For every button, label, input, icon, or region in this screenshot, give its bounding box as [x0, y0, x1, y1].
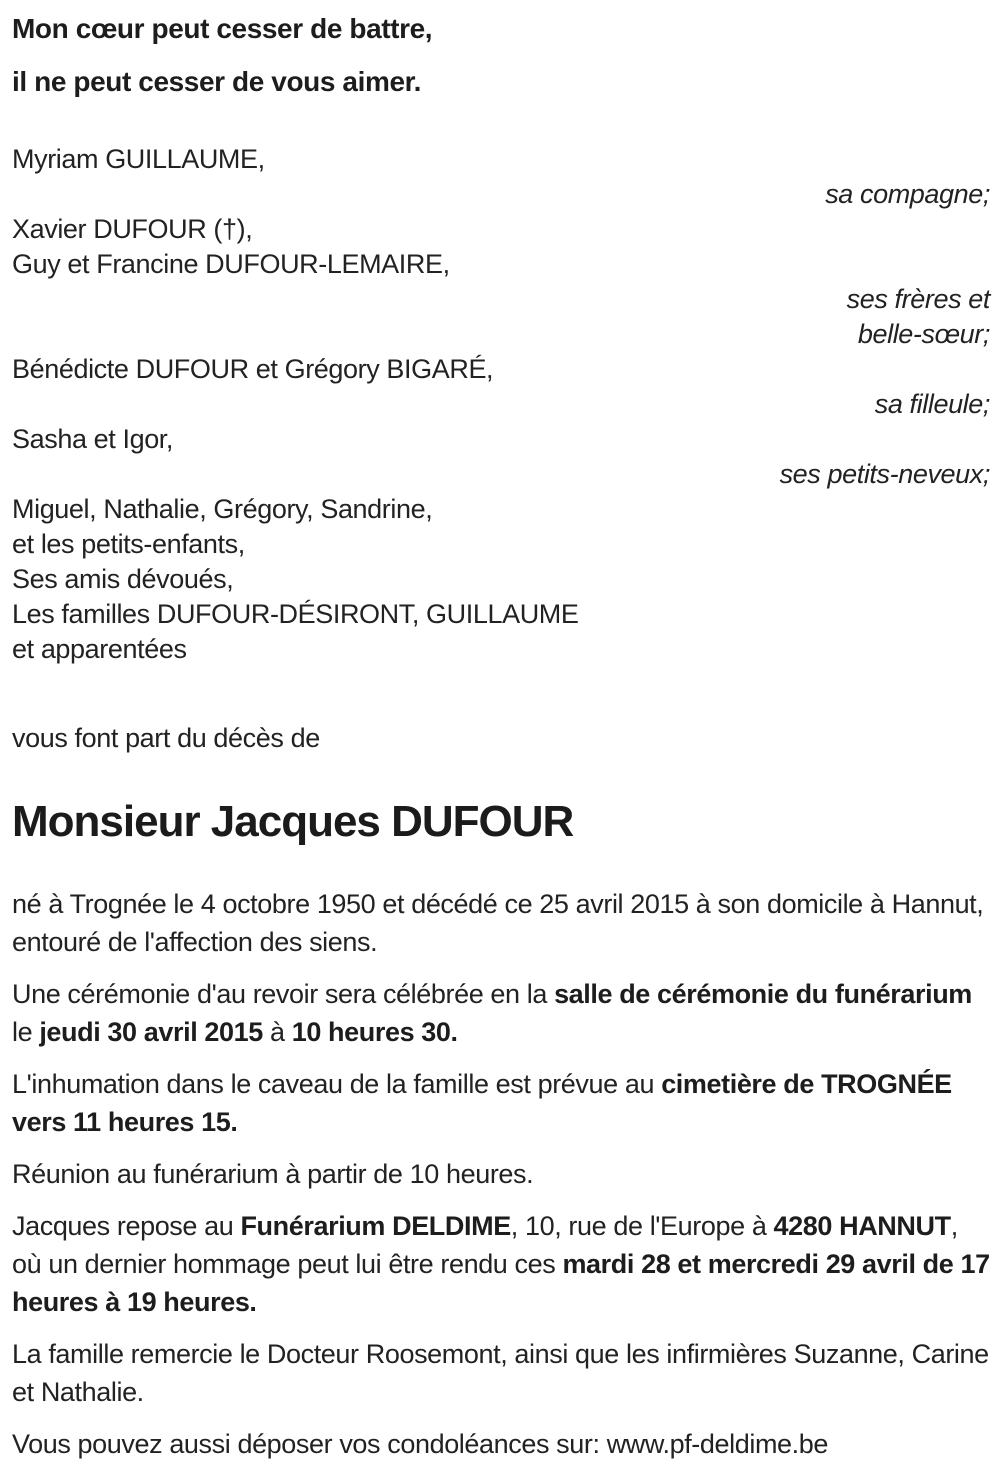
text-segment: , où un dernier hommage peut lui être rendu ces	[12, 1211, 958, 1279]
epitaph-line-2: il ne peut cesser de vous aimer.	[12, 66, 421, 97]
detail-paragraph	[12, 1425, 990, 1463]
bold-text-segment: 4280 HANNUT	[773, 1211, 951, 1241]
mourner-name-line: Les familles DUFOUR-DÉSIRONT, GUILLAUME	[12, 599, 579, 629]
mourner-name-line: Sasha et Igor,	[12, 424, 174, 454]
bold-text-segment: cimetière de TROGNÉE vers 11 heures 15.	[12, 1069, 952, 1137]
text-segment: Jacques repose au	[12, 1211, 241, 1241]
bold-text-segment: 10 heures 30.	[291, 1017, 458, 1047]
mourner-name-line: Miguel, Nathalie, Grégory, Sandrine,	[12, 494, 433, 524]
mourner-name-line: et apparentées	[12, 634, 187, 664]
mourner-name-line: Myriam GUILLAUME,	[12, 144, 265, 174]
mourner-name-line: et les petits-enfants,	[12, 529, 245, 559]
relation-line: ses petits-neveux;	[779, 459, 990, 489]
text-segment: Une cérémonie d'au revoir sera célébrée en la	[12, 979, 555, 1009]
detail-paragraph	[12, 1335, 990, 1411]
text-segment: né à Trognée le 4 octobre 1950 et décédé ce 25 avril 2015 à son domicile à Hannut, entouré de l'affection des siens.	[12, 889, 984, 957]
text-segment: La famille remercie le Docteur Roosemont, ainsi que les infirmières Suzanne, Carine et Nathalie.	[12, 1339, 989, 1407]
details-paragraphs	[12, 885, 990, 1463]
relation-line: ses frères et	[846, 284, 990, 314]
detail-paragraph	[12, 1065, 990, 1141]
mourner-name-line: Xavier DUFOUR (†),	[12, 214, 253, 244]
mourner-name-line: Bénédicte DUFOUR et Grégory BIGARÉ,	[12, 354, 494, 384]
relation-line: sa filleule;	[874, 389, 990, 419]
deceased-name-heading: Monsieur Jacques DUFOUR	[12, 797, 574, 846]
bold-text-segment: salle de cérémonie du funérarium	[554, 979, 972, 1009]
mourners-list	[12, 142, 990, 667]
text-segment: Vous pouvez aussi déposer vos condoléances sur:	[12, 1429, 607, 1459]
detail-paragraph	[12, 1155, 990, 1193]
text-segment: , 10, rue de l'Europe à	[510, 1211, 774, 1241]
detail-paragraph	[12, 885, 990, 961]
text-segment: à	[262, 1017, 292, 1047]
website-url: www.pf-deldime.be	[606, 1429, 828, 1459]
detail-paragraph	[12, 1207, 990, 1321]
bold-text-segment: mardi 28 et mercredi 29 avril de 17 heures à 19 heures.	[12, 1249, 990, 1317]
relation-line: belle-sœur;	[857, 319, 990, 349]
text-segment: Réunion au funérarium à partir de 10 heures.	[12, 1159, 534, 1189]
relation-line: sa compagne;	[825, 179, 990, 209]
bold-text-segment: Funérarium DELDIME	[240, 1211, 511, 1241]
text-segment: le	[12, 1017, 40, 1047]
announcement-line: vous font part du décès de	[12, 723, 320, 753]
epitaph-line-1: Mon cœur peut cesser de battre,	[12, 13, 433, 44]
detail-paragraph	[12, 975, 990, 1051]
text-segment: L'inhumation dans le caveau de la famille est prévue au	[12, 1069, 662, 1099]
bold-text-segment: jeudi 30 avril 2015	[39, 1017, 263, 1047]
mourner-name-line: Ses amis dévoués,	[12, 564, 234, 594]
mourner-name-line: Guy et Francine DUFOUR-LEMAIRE,	[12, 249, 450, 279]
